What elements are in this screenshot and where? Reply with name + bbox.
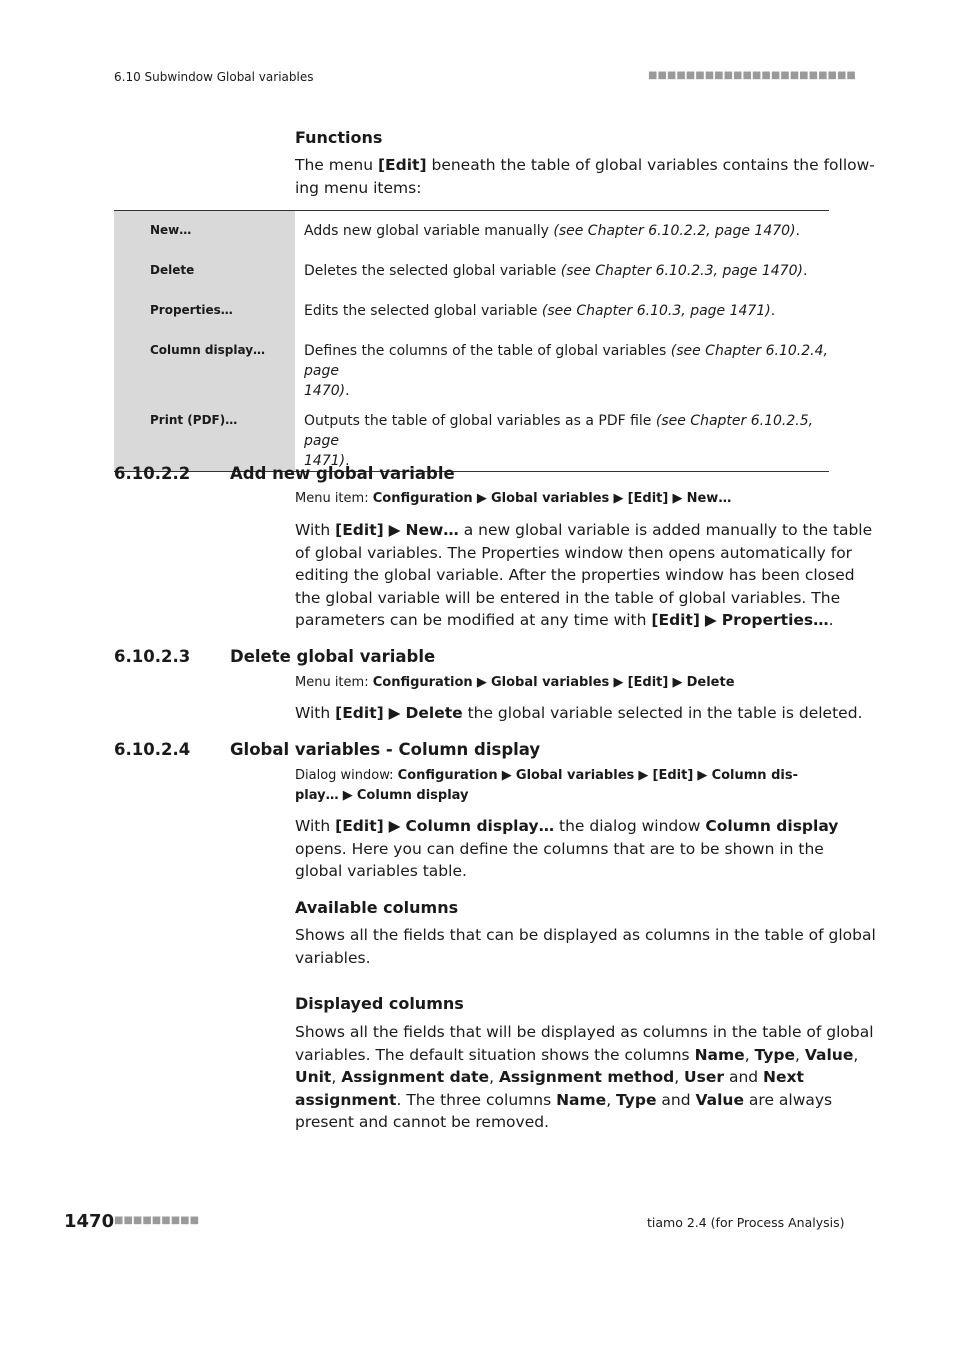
displayed-columns-heading: Displayed columns xyxy=(295,994,464,1013)
running-header-section: 6.10 Subwindow Global variables xyxy=(114,70,314,84)
function-row-properties xyxy=(114,291,829,331)
function-key: Print (PDF)… xyxy=(114,401,295,472)
functions-table xyxy=(114,210,829,472)
menu-path: Menu item: Configuration ▶ Global variables ▶ [Edit] ▶ New… xyxy=(295,491,732,506)
dialog-path: Dialog window: Configuration ▶ Global variables ▶ [Edit] ▶ Column dis- play… ▶ Column display xyxy=(295,768,798,803)
arrow-icon: ▶ xyxy=(697,768,708,783)
section-title: Global variables - Column display xyxy=(230,740,541,759)
function-row-print xyxy=(114,401,829,472)
arrow-icon: ▶ xyxy=(638,768,649,783)
function-desc: Adds new global variable manually (see Chapter 6.10.2.2, page 1470). xyxy=(304,223,800,239)
section-number: 6.10.2.4 xyxy=(114,740,191,759)
arrow-icon: ▶ xyxy=(388,817,401,835)
arrow-icon: ▶ xyxy=(501,768,512,783)
function-row-column-display xyxy=(114,331,829,401)
column-display-paragraph: With [Edit] ▶ Column display… the dialog window Column display opens. Here you can define the columns that are to be shown in the global variables table. xyxy=(295,817,839,880)
function-key: Delete xyxy=(114,251,295,291)
arrow-icon: ▶ xyxy=(476,675,487,690)
function-key: New… xyxy=(114,211,295,251)
function-row-delete xyxy=(114,251,829,291)
function-key: Properties… xyxy=(114,291,295,331)
section-number: 6.10.2.2 xyxy=(114,464,191,483)
arrow-icon: ▶ xyxy=(613,491,624,506)
displayed-columns-text: Shows all the fields that will be displayed as columns in the table of global variables. The default situation shows the columns Name, Type, Value, Unit, Assignment date, Assignment method, User and Next assignment. The three columns Name, Type and Value are always present and cannot be removed. xyxy=(295,1023,874,1131)
function-desc: Defines the columns of the table of global variables (see Chapter 6.10.2.4, page 1470). xyxy=(304,342,828,399)
section-title: Delete global variable xyxy=(230,647,436,666)
function-desc: Edits the selected global variable (see Chapter 6.10.3, page 1471). xyxy=(304,302,776,319)
delete-paragraph: With [Edit] ▶ Delete the global variable selected in the table is deleted. xyxy=(295,704,863,722)
functions-intro: The menu [Edit] beneath the table of global variables contains the follow- ing menu items: xyxy=(295,156,875,197)
function-row-new xyxy=(114,211,829,251)
page-number: 1470 xyxy=(64,1211,115,1232)
running-header-dots: ■■■■■■■■■■■■■■■■■■■■■■ xyxy=(648,70,856,81)
function-key: Column display… xyxy=(114,331,295,401)
arrow-icon: ▶ xyxy=(342,788,353,803)
available-columns-text: Shows all the fields that can be displayed as columns in the table of global variables. xyxy=(295,926,876,967)
arrow-icon: ▶ xyxy=(613,675,624,690)
function-desc: Deletes the selected global variable (see Chapter 6.10.2.3, page 1470). xyxy=(304,262,808,279)
section-number: 6.10.2.3 xyxy=(114,647,191,666)
available-columns-heading: Available columns xyxy=(295,898,459,917)
function-desc: Outputs the table of global variables as a PDF file (see Chapter 6.10.2.5, page 1471). xyxy=(304,412,814,469)
menu-path: Menu item: Configuration ▶ Global variables ▶ [Edit] ▶ Delete xyxy=(295,675,735,690)
arrow-icon: ▶ xyxy=(388,704,401,722)
arrow-icon: ▶ xyxy=(672,491,683,506)
footer-dots: ■■■■■■■■■ xyxy=(114,1215,200,1226)
arrow-icon: ▶ xyxy=(388,521,401,539)
arrow-icon: ▶ xyxy=(704,611,717,629)
arrow-icon: ▶ xyxy=(672,675,683,690)
arrow-icon: ▶ xyxy=(476,491,487,506)
product-name: tiamo 2.4 (for Process Analysis) xyxy=(647,1215,845,1230)
section-title: Add new global variable xyxy=(230,464,455,483)
add-paragraph: With [Edit] ▶ New… a new global variable is added manually to the table of global variables. The Properties window then opens automatically for editing the global variable. After the properties window has been closed the global variable will be entered in the table of global variables. The parameters can be modified at any time with [Edit] ▶ Properties…. xyxy=(295,521,873,629)
functions-heading: Functions xyxy=(295,128,383,147)
